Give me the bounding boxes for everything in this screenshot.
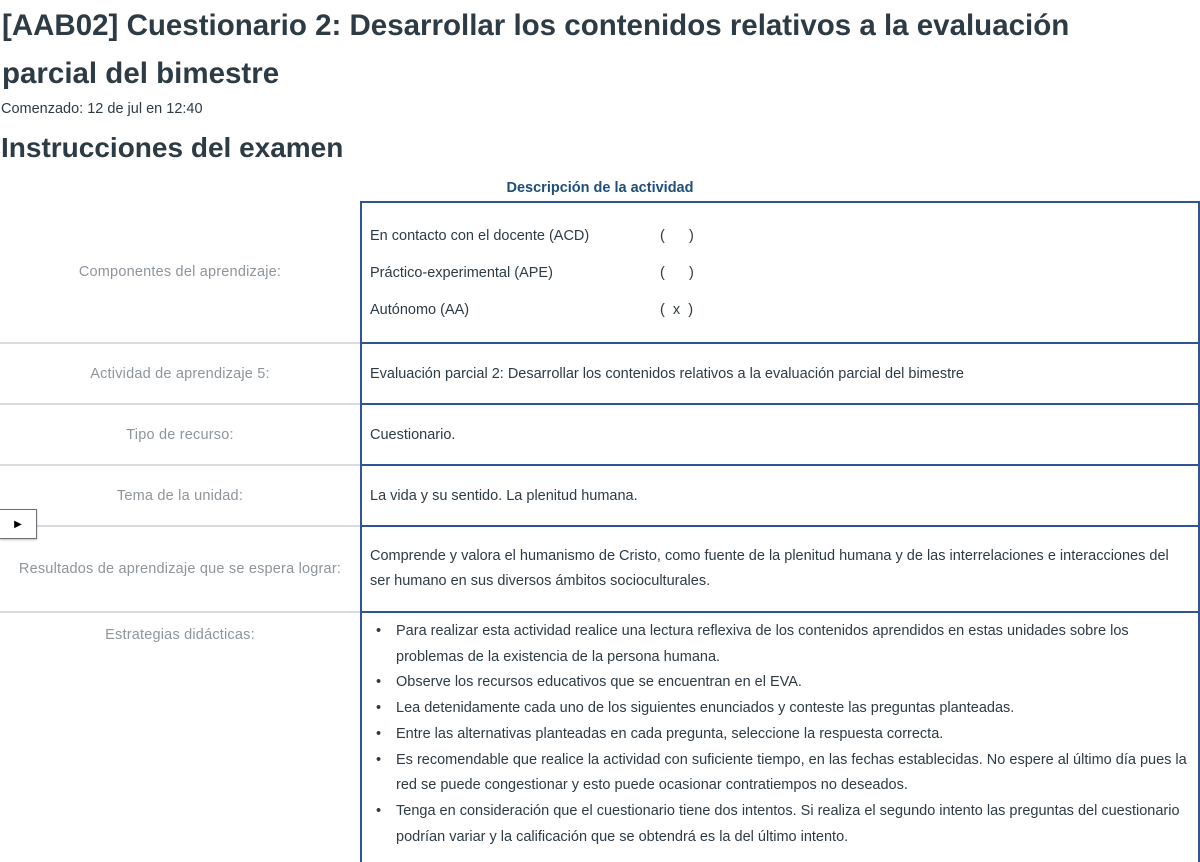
theme-label: Tema de la unidad: [0,465,361,526]
component-name: Práctico-experimental (APE) [370,264,553,281]
components-value [361,202,1199,343]
component-name: Autónomo (AA) [370,301,470,318]
quiz-title: [AAB02] Cuestionario 2: Desarrollar los contenidos relativos a la evaluación parcial del bimestre [2,9,1070,90]
table-row-strategies [0,612,1199,862]
started-timestamp: Comenzado: 12 de jul en 12:40 [1,101,203,117]
components-label: Componentes del aprendizaje: [78,264,282,280]
expand-button[interactable] [0,509,37,539]
table-row-theme [0,465,1199,526]
theme-value: La vida y su sentido. La plenitud humana. [361,465,1199,526]
results-value: Comprende y valora el humanismo de Cristo, como fuente de la plenitud humana y de las interrelaciones e interacciones del ser humano en sus diversos ámbitos socioculturales. [361,526,1199,612]
table-row-components [0,202,1199,343]
list-item: • Lea detenidamente cada uno de los siguientes enunciados y conteste las preguntas planteadas. [396,696,1190,722]
list-item: • Entre las alternativas planteadas en cada pregunta, seleccione la respuesta correcta. [396,722,1190,748]
table-caption: Descripción de la actividad [506,180,694,196]
component-mark: ( ) [660,227,694,244]
component-item [370,217,1190,254]
table-row-activity [0,343,1199,404]
list-item: • Es recomendable que realice la actividad con suficiente tiempo, en las fechas establecidas. No espere al último día pues la red se puede congestionar y esto puede ocasionar contratiempos no deseados. [396,748,1190,799]
activity-label: Actividad de aprendizaje 5: [0,343,361,404]
list-item: • Para realizar esta actividad realice una lectura reflexiva de los contenidos aprendidos en estas unidades sobre los problemas de la existencia de la persona humana. [396,619,1190,670]
list-item: • Observe los recursos educativos que se encuentran en el EVA. [396,670,1190,696]
list-item: • Tenga en consideración que el cuestionario tiene dos intentos. Si realiza el segundo intento las preguntas del cuestionario podrían variar y la calificación que se obtendrá es la del último intento. [396,799,1190,850]
play-triangle-icon: ▶ [14,518,22,530]
results-label: Resultados de aprendizaje que se espera lograr: [0,526,361,612]
component-item [370,291,1190,328]
resource-value: Cuestionario. [361,404,1199,465]
component-mark: ( ) [660,264,694,281]
resource-label: Tipo de recurso: [0,404,361,465]
component-name: En contacto con el docente (ACD) [370,227,590,244]
component-mark: ( x ) [660,301,694,318]
component-item [370,254,1190,291]
activity-description-table [0,201,1200,862]
instructions-heading: Instrucciones del examen [1,132,344,163]
table-row-results [0,526,1199,612]
table-row-resource [0,404,1199,465]
strategies-list [370,619,1190,850]
strategies-value [361,612,1199,862]
strategies-label: Estrategias didácticas: [0,612,361,862]
activity-value: Evaluación parcial 2: Desarrollar los contenidos relativos a la evaluación parcial del bimestre [361,343,1199,404]
